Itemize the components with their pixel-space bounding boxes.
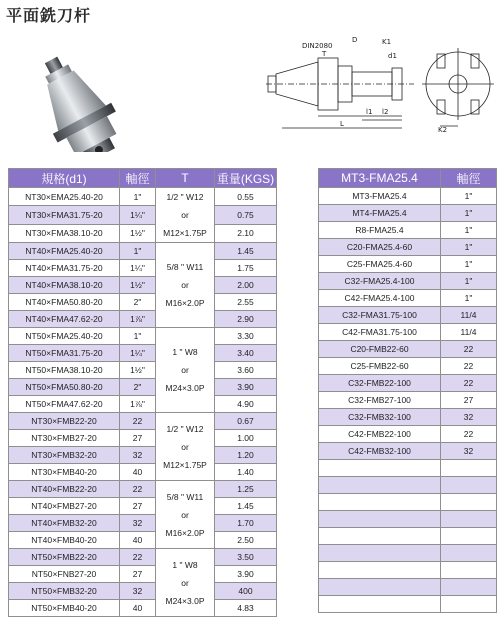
- table-row: [319, 375, 497, 392]
- weight-cell: 1.45: [215, 498, 277, 515]
- weight-cell: 3.60: [215, 362, 277, 379]
- spec-cell: MT3-FMA25.4: [319, 188, 441, 205]
- table-row: [9, 549, 277, 566]
- spec-cell: NT30×FMB27-20: [9, 430, 120, 447]
- shaft-cell: 22: [120, 413, 156, 430]
- shaft-cell: 22: [120, 549, 156, 566]
- weight-cell: 1.40: [215, 464, 277, 481]
- shaft-cell: 1⅞": [120, 311, 156, 328]
- shaft-cell: 27: [120, 430, 156, 447]
- thread-cell: 1 " W8 or M24×3.0P: [156, 549, 215, 617]
- weight-cell: 0.75: [215, 206, 277, 224]
- table-row: [319, 426, 497, 443]
- header-model: MT3-FMA25.4: [319, 169, 441, 188]
- weight-cell: 2.00: [215, 277, 277, 294]
- table-row: [319, 596, 497, 613]
- shaft-cell: 1": [441, 273, 497, 290]
- weight-cell: 2.55: [215, 294, 277, 311]
- shaft-cell: 1": [441, 188, 497, 205]
- spec-cell: NT40×FMA38.10-20: [9, 277, 120, 294]
- weight-cell: 1.25: [215, 481, 277, 498]
- table-row: [319, 358, 497, 375]
- shaft-cell: 22: [441, 358, 497, 375]
- shaft-cell: 22: [441, 341, 497, 358]
- shaft-cell: 1⅞": [120, 396, 156, 413]
- shaft-cell: 1½": [120, 224, 156, 242]
- table-row: [319, 477, 497, 494]
- spec-cell: C20-FMA25.4-60: [319, 239, 441, 256]
- table-row: [9, 600, 277, 617]
- spec-cell: NT50×FMB40-20: [9, 600, 120, 617]
- table-row: [319, 579, 497, 596]
- shaft-cell: 27: [120, 498, 156, 515]
- shaft-cell: 1¼": [120, 260, 156, 277]
- shaft-cell: 40: [120, 532, 156, 549]
- weight-cell: 2.90: [215, 311, 277, 328]
- tool-holder-photo: [30, 32, 190, 152]
- table-row: [319, 528, 497, 545]
- spec-cell: NT50×FMA25.40-20: [9, 328, 120, 345]
- shaft-cell: 1": [441, 205, 497, 222]
- shaft-cell: 32: [120, 583, 156, 600]
- table-row: [9, 498, 277, 515]
- table-row: [9, 345, 277, 362]
- shaft-cell: 1": [120, 328, 156, 345]
- spec-cell: NT50×FMA31.75-20: [9, 345, 120, 362]
- shaft-cell: 1": [120, 243, 156, 260]
- spec-cell: C42-FMA25.4-100: [319, 290, 441, 307]
- thread-cell: 1 " W8 or M24×3.0P: [156, 328, 215, 413]
- spec-cell: NT40×FMA50.80-20: [9, 294, 120, 311]
- shaft-cell: 2": [120, 379, 156, 396]
- shaft-cell: 22: [441, 375, 497, 392]
- shaft-cell: 40: [120, 464, 156, 481]
- spec-cell: NT40×FMB27-20: [9, 498, 120, 515]
- table-row: [9, 396, 277, 413]
- table-row: [319, 307, 497, 324]
- table-row: [9, 583, 277, 600]
- spec-cell: NT50×FMA47.62-20: [9, 396, 120, 413]
- shaft-cell: 1½": [120, 362, 156, 379]
- diagram-label-k1: K1: [382, 38, 392, 46]
- table-row: [319, 511, 497, 528]
- spec-cell: C42-FMA31.75-100: [319, 324, 441, 341]
- shaft-cell: 1": [441, 256, 497, 273]
- shaft-cell: 11/4: [441, 307, 497, 324]
- shaft-cell: 32: [441, 409, 497, 426]
- diagram-label-din: DIN2080: [302, 42, 333, 50]
- table-row: [9, 430, 277, 447]
- table-row: [9, 379, 277, 396]
- shaft-cell: 32: [441, 443, 497, 460]
- spec-cell: C32-FMA31.75-100: [319, 307, 441, 324]
- thread-cell: 5/8 " W11 or M16×2.0P: [156, 481, 215, 549]
- weight-cell: 1.75: [215, 260, 277, 277]
- weight-cell: 1.45: [215, 243, 277, 260]
- thread-cell: 1/2 " W12 or M12×1.75P: [156, 413, 215, 481]
- spec-cell: NT30×EMA25.40-20: [9, 188, 120, 206]
- weight-cell: 3.50: [215, 549, 277, 566]
- table-row: [319, 392, 497, 409]
- spec-cell: NT50×FMA50.80-20: [9, 379, 120, 396]
- table-row: [319, 273, 497, 290]
- diagram-label-d1: d1: [388, 52, 397, 60]
- spec-cell: C42-FMB22-100: [319, 426, 441, 443]
- weight-cell: 4.83: [215, 600, 277, 617]
- weight-cell: 3.30: [215, 328, 277, 345]
- spec-cell: NT50×FNB27-20: [9, 566, 120, 583]
- table-row: [319, 545, 497, 562]
- spec-cell: NT30×FMB40-20: [9, 464, 120, 481]
- table-row: [319, 256, 497, 273]
- page-title: 平面銑刀杆: [6, 6, 92, 25]
- weight-cell: 1.70: [215, 515, 277, 532]
- table-row: [9, 277, 277, 294]
- diagram-label-d: D: [352, 36, 358, 44]
- shaft-cell: 11/4: [441, 324, 497, 341]
- shaft-cell: 27: [441, 392, 497, 409]
- shaft-cell: 1½": [120, 277, 156, 294]
- table-row: [319, 324, 497, 341]
- weight-cell: 1.20: [215, 447, 277, 464]
- table-row: [9, 532, 277, 549]
- spec-cell: NT50×FMA38.10-20: [9, 362, 120, 379]
- table-row: [9, 481, 277, 498]
- table-row: [319, 494, 497, 511]
- spec-cell: NT40×FMB22-20: [9, 481, 120, 498]
- table-row: [9, 188, 277, 206]
- shaft-cell: 32: [120, 447, 156, 464]
- weight-cell: 3.90: [215, 379, 277, 396]
- mt-spec-table: [318, 168, 497, 613]
- table-row: [9, 566, 277, 583]
- diagram-label-l: L: [340, 120, 344, 128]
- table-row: [319, 562, 497, 579]
- thread-cell: 1/2 " W12 or M12×1.75P: [156, 188, 215, 243]
- shaft-cell: 22: [120, 481, 156, 498]
- diagram-label-k2: K2: [438, 126, 448, 134]
- table-row: [9, 260, 277, 277]
- spec-cell: R8-FMA25.4: [319, 222, 441, 239]
- table-row: [319, 205, 497, 222]
- weight-cell: 4.90: [215, 396, 277, 413]
- spec-cell: C32-FMB27-100: [319, 392, 441, 409]
- spec-cell: C25-FMA25.4-60: [319, 256, 441, 273]
- spec-cell: NT40×FMB32-20: [9, 515, 120, 532]
- table-row: [9, 413, 277, 430]
- spec-cell: NT50×FMB22-20: [9, 549, 120, 566]
- weight-cell: 2.10: [215, 224, 277, 242]
- weight-cell: 0.67: [215, 413, 277, 430]
- table-row: [9, 362, 277, 379]
- table-row: [9, 206, 277, 224]
- shaft-cell: 1": [120, 188, 156, 206]
- table-row: [9, 447, 277, 464]
- shaft-cell: 27: [120, 566, 156, 583]
- table-row: [319, 290, 497, 307]
- table-row: [9, 294, 277, 311]
- spec-cell: C32-FMB22-100: [319, 375, 441, 392]
- spec-cell: C25-FMB22-60: [319, 358, 441, 375]
- diagram-label-t: T: [322, 50, 327, 58]
- weight-cell: 2.50: [215, 532, 277, 549]
- thread-cell: 5/8 " W11 or M16×2.0P: [156, 243, 215, 328]
- shaft-cell: 32: [120, 515, 156, 532]
- shaft-cell: 1": [441, 222, 497, 239]
- header-t: T: [156, 169, 215, 188]
- header-spec: 規格(d1): [9, 169, 120, 188]
- shaft-cell: 40: [120, 600, 156, 617]
- weight-cell: 1.00: [215, 430, 277, 447]
- header-weight: 重量(KGS): [215, 169, 277, 188]
- header-shaft: 軸徑: [441, 169, 497, 188]
- shaft-cell: 1¼": [120, 206, 156, 224]
- header-shaft: 軸徑: [120, 169, 156, 188]
- weight-cell: 3.90: [215, 566, 277, 583]
- table-row: [319, 188, 497, 205]
- table-row: [319, 409, 497, 426]
- shaft-cell: 1": [441, 239, 497, 256]
- spec-cell: C32-FMA25.4-100: [319, 273, 441, 290]
- spec-cell: C32-FMB32-100: [319, 409, 441, 426]
- table-row: [9, 464, 277, 481]
- table-row: [319, 239, 497, 256]
- table-row: [9, 328, 277, 345]
- diagram-label-l1: l1: [366, 108, 373, 116]
- shaft-cell: 22: [441, 426, 497, 443]
- table-row: [9, 224, 277, 242]
- table-row: [319, 443, 497, 460]
- spec-cell: NT40×FMA25.40-20: [9, 243, 120, 260]
- shaft-cell: 2": [120, 294, 156, 311]
- weight-cell: 0.55: [215, 188, 277, 206]
- technical-diagram: [262, 32, 498, 134]
- shaft-cell: 1¼": [120, 345, 156, 362]
- table-row: [9, 243, 277, 260]
- spec-cell: NT30×FMA38.10-20: [9, 224, 120, 242]
- table-row: [9, 311, 277, 328]
- spec-cell: NT30×FMB22-20: [9, 413, 120, 430]
- spec-cell: NT30×FMA31.75-20: [9, 206, 120, 224]
- weight-cell: 3.40: [215, 345, 277, 362]
- table-row: [319, 222, 497, 239]
- table-row: [319, 341, 497, 358]
- spec-cell: NT40×FMA47.62-20: [9, 311, 120, 328]
- spec-cell: C42-FMB32-100: [319, 443, 441, 460]
- table-row: [9, 515, 277, 532]
- nt-spec-table: [8, 168, 277, 617]
- spec-cell: C20-FMB22-60: [319, 341, 441, 358]
- spec-cell: MT4-FMA25.4: [319, 205, 441, 222]
- spec-cell: NT40×FMB40-20: [9, 532, 120, 549]
- spec-cell: NT40×FMA31.75-20: [9, 260, 120, 277]
- weight-cell: 400: [215, 583, 277, 600]
- spec-cell: NT50×FMB32-20: [9, 583, 120, 600]
- spec-cell: NT30×FMB32-20: [9, 447, 120, 464]
- table-row: [319, 460, 497, 477]
- shaft-cell: 1": [441, 290, 497, 307]
- diagram-label-l2: l2: [382, 108, 389, 116]
